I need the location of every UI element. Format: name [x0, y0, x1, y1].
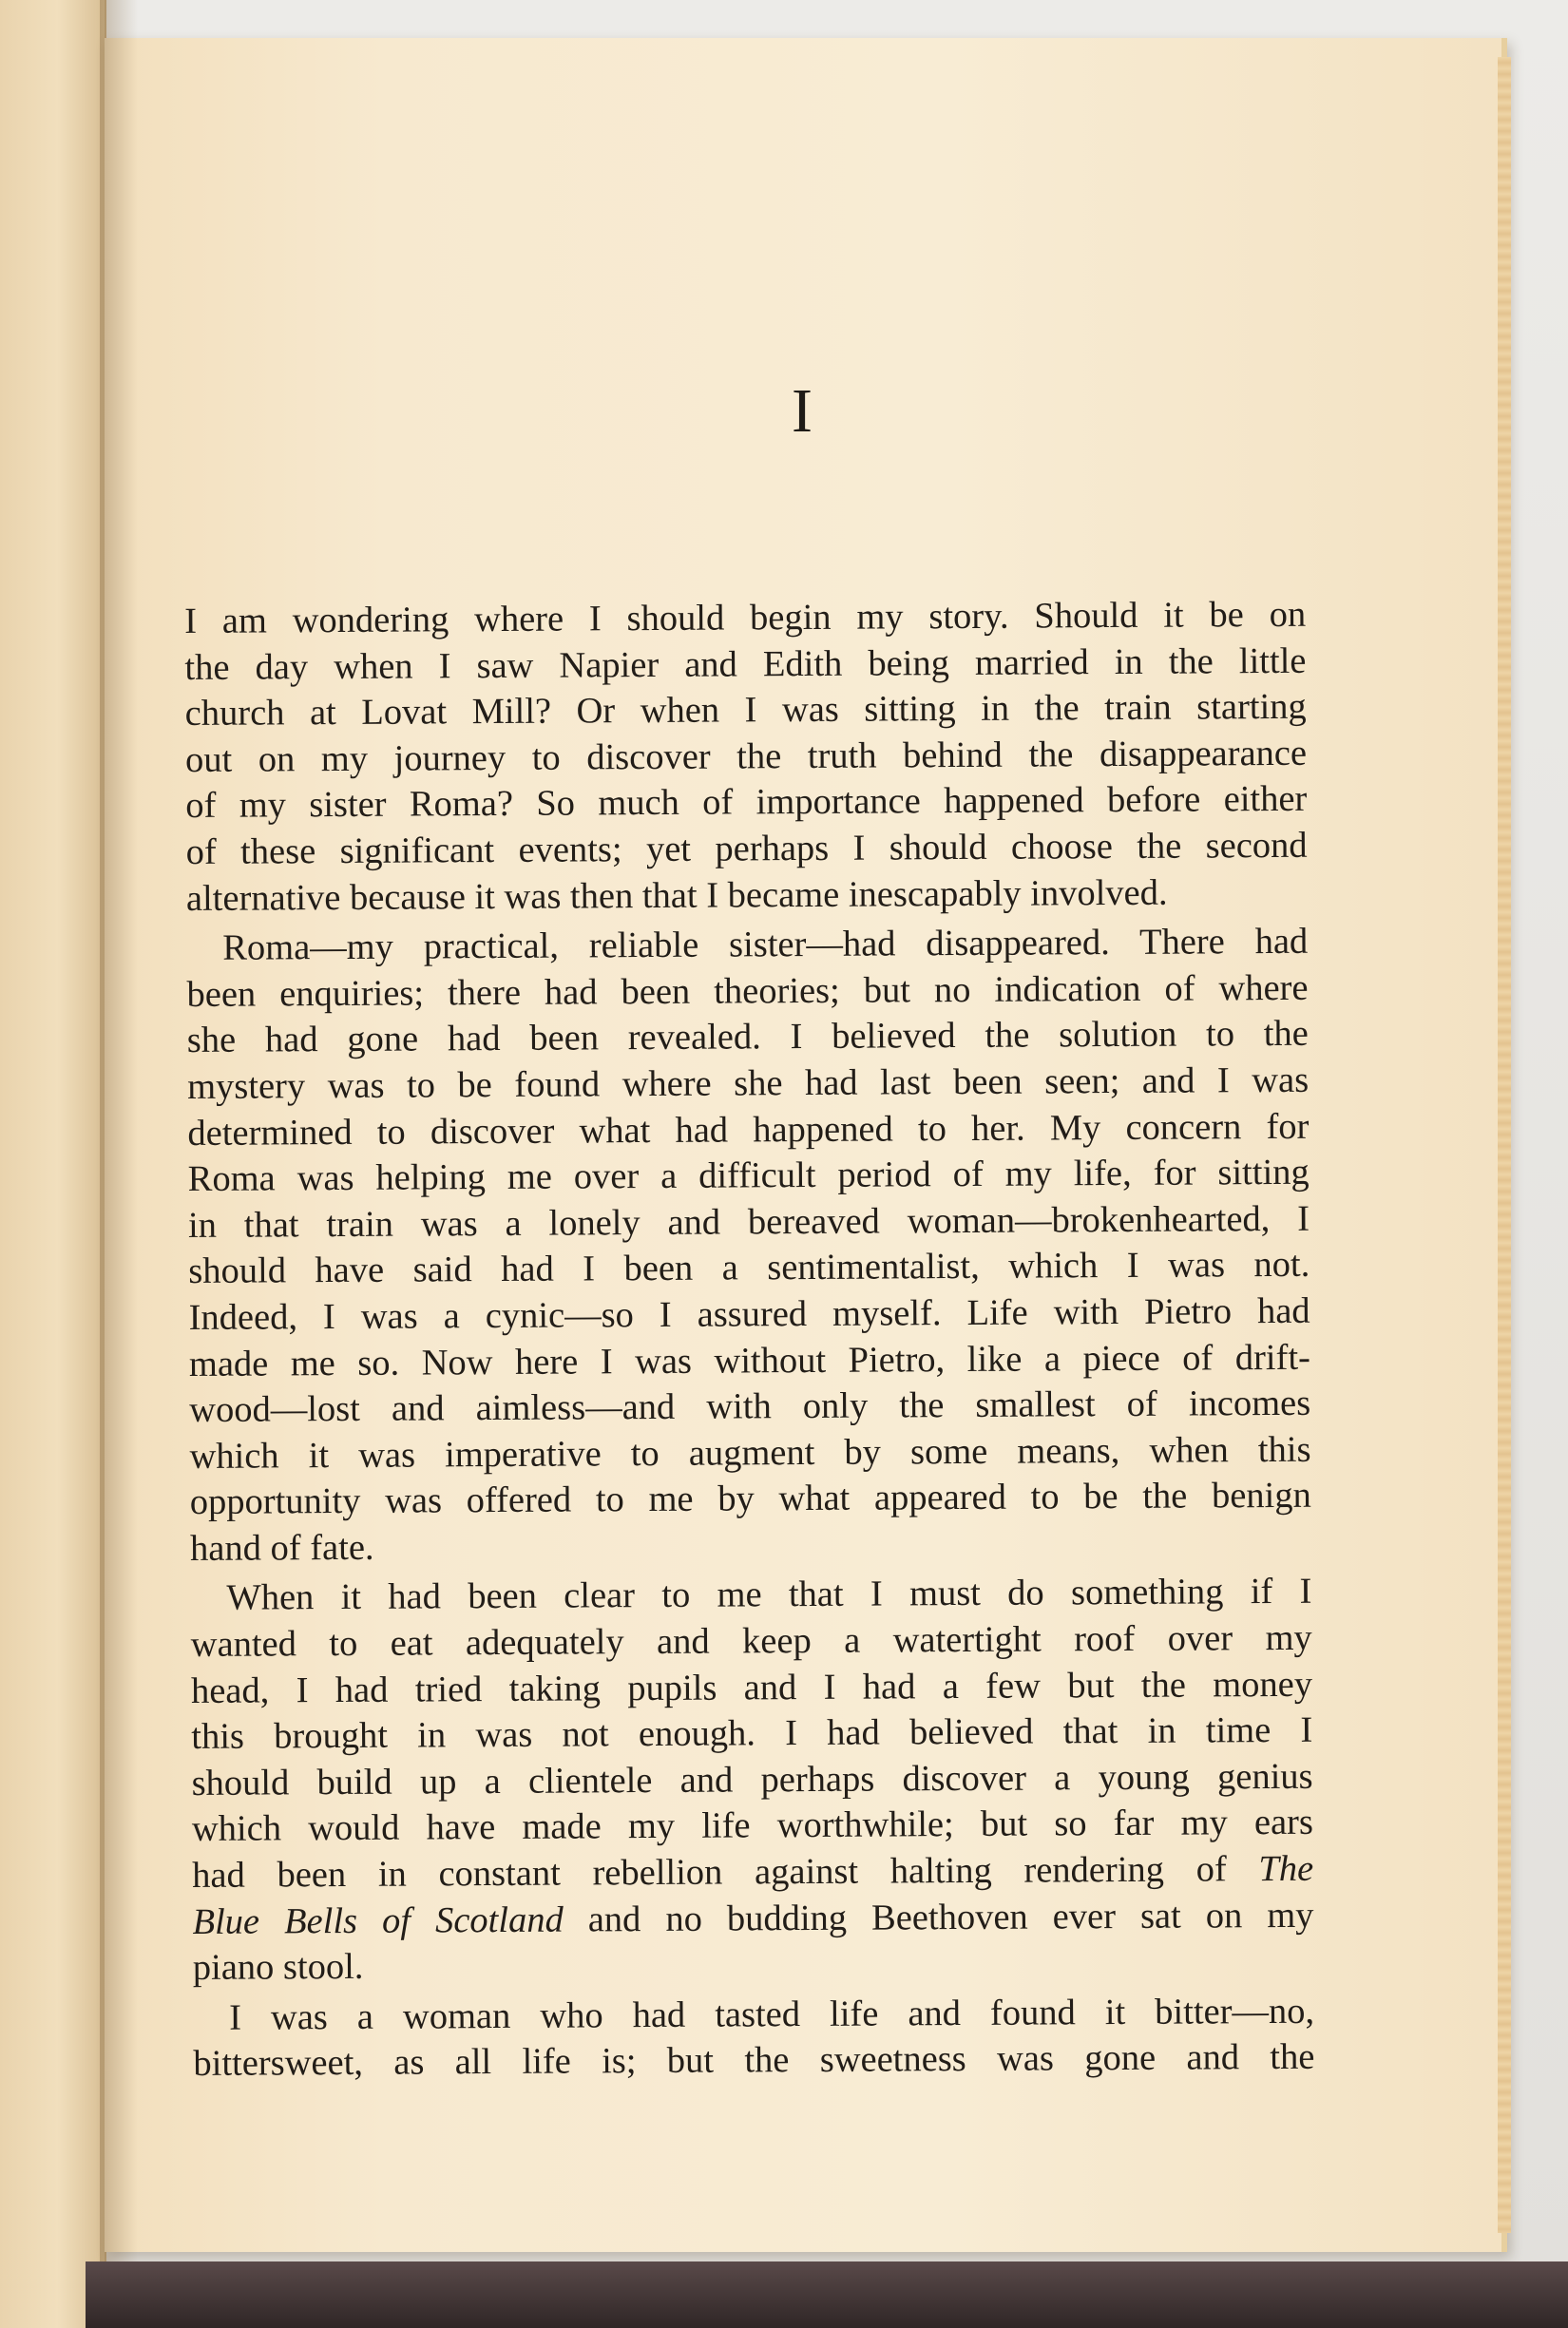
text-line: should have said had I been a sentimentalist, which I was not. — [188, 1245, 1310, 1292]
text-line: hand of fate. — [189, 1527, 374, 1569]
chapter-number: I — [792, 376, 814, 446]
text-line: wanted to eat adequately and keep a watertight roof over my — [190, 1617, 1312, 1666]
text-line: had been in constant rebellion against halting rendering of The — [192, 1848, 1314, 1897]
italic-title: Blue Bells of Scotland — [192, 1899, 564, 1942]
text-line: I was a woman who had tasted life and found it bitter—no, — [228, 1991, 1315, 2038]
text-line: of these significant events; yet perhaps I should choose the second — [185, 825, 1308, 872]
text-line: which it was imperative to augment by some means, when this — [189, 1429, 1311, 1477]
text-line: mystery was to be found where she had last been seen; and I was — [187, 1059, 1310, 1107]
text-line: piano stool. — [192, 1947, 364, 1989]
text-line: I am wondering where I should begin my story. Should it be on — [184, 594, 1307, 641]
text-line: wood—lost and aimless—and with only the smallest of incomes — [189, 1383, 1311, 1431]
left-page-edge — [0, 0, 106, 2328]
text-line: been enquiries; there had been theories; but no indication of where — [186, 967, 1309, 1015]
text-line: of my sister Roma? So much of importance happened before either — [185, 779, 1308, 827]
text-line: made me so. Now here I was without Pietro, like a piece of drift- — [188, 1337, 1311, 1384]
body-text — [184, 592, 1315, 2091]
text-line: in that train was a lonely and bereaved woman—brokenhearted, I — [187, 1198, 1310, 1246]
text-line: church at Lovat Mill? Or when I was sitting in the train starting — [184, 686, 1307, 735]
text-line: out on my journey to discover the truth behind the disappearance — [184, 733, 1308, 780]
text-line: Blue Bells of Scotland and no budding Beethoven ever sat on my — [192, 1895, 1314, 1942]
text-line: Roma was helping me over a difficult period of my life, for sitting — [187, 1152, 1310, 1200]
text-line: determined to discover what had happened to her. My concern for — [187, 1106, 1310, 1154]
paragraph-2 — [186, 919, 1311, 1573]
text-line: the day when I saw Napier and Edith being married in the little — [184, 640, 1307, 688]
text-line: alternative because it was then that I became inescapably involved. — [185, 872, 1168, 919]
text-line: bittersweet, as all life is; but the sweetness was gone and the — [193, 2037, 1315, 2085]
text-line: head, I had tried taking pupils and I had a few but the money — [190, 1664, 1313, 1711]
text-line: should build up a clientele and perhaps discover a young genius — [191, 1756, 1313, 1803]
page-stack-edge — [1498, 57, 1511, 2233]
book-cover-bottom — [86, 2261, 1568, 2328]
italic-title: The — [1258, 1848, 1314, 1890]
text-line: When it had been clear to me that I must do something if I — [226, 1572, 1312, 1619]
text-line: she had gone had been revealed. I believed the solution to the — [186, 1014, 1309, 1061]
text-line: Indeed, I was a cynic—so I assured myself. Life with Pietro had — [188, 1290, 1310, 1338]
text-line: opportunity was offered to me by what appeared to be the benign — [189, 1476, 1311, 1523]
text-line: Roma—my practical, reliable sister—had disappeared. There had — [222, 921, 1309, 968]
paragraph-3 — [190, 1569, 1314, 1992]
paragraph-4 — [193, 1989, 1315, 2088]
text-line: which would have made my life worthwhile; but so far my ears — [191, 1803, 1314, 1850]
binding-shadow — [100, 0, 138, 2328]
text-line: this brought in was not enough. I had believed that in time I — [191, 1710, 1313, 1758]
paragraph-1 — [184, 592, 1308, 922]
book-page — [105, 38, 1507, 2252]
